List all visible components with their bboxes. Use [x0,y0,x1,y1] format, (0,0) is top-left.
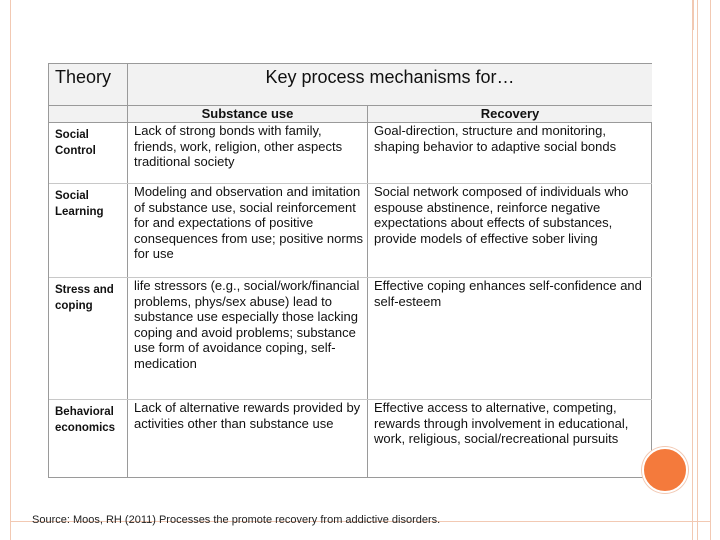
theory-name: Behavioral economics [55,406,116,434]
theory-name: Social Control [55,129,96,157]
slide-frame-right [710,0,711,540]
slide-frame-top [10,0,694,30]
substance-use-header: Substance use [201,106,294,121]
substance-use-text: Lack of strong bonds with family, friends, work, religion, other aspects traditional society [134,123,343,169]
decorative-circle [642,447,688,493]
recovery-header: Recovery [480,106,540,121]
recovery-text: Effective coping enhances self-confidence and self-esteem [374,278,642,309]
theory-name: Social Learning [55,190,104,218]
table-row [49,278,652,400]
slide-frame-right [697,0,698,540]
slide-frame-right [692,0,693,540]
table-row [49,123,652,184]
source-citation: Source: Moos, RH (2011) Processes the promote recovery from addictive disorders. [32,514,441,526]
substance-use-text: life stressors (e.g., social/work/financial problems, phys/sex abuse) lead to substance use especially those lacking coping and avoid problems; substance use form of avoidance coping, self-medication [134,278,360,371]
recovery-text: Social network composed of individuals who espouse abstinence, reinforce negative expectations about effects of substances, provide models of effective sober living [374,184,629,246]
table-subheader-row [49,106,652,123]
table-header-row [49,64,652,106]
empty-subheader-cell [49,106,128,122]
key-mechanisms-header: Key process mechanisms for… [265,67,515,87]
key-header-cell [128,64,652,105]
theory-mechanisms-table [48,63,652,478]
slide-frame-left [10,0,11,540]
table-row [49,184,652,278]
table-row [49,400,652,477]
theory-name: Stress and coping [55,284,114,312]
recovery-header-cell [368,106,652,122]
substance-use-header-cell [128,106,368,122]
theory-header-cell [49,64,128,105]
recovery-text: Goal-direction, structure and monitoring, shaping behavior to adaptive social bonds [374,123,617,154]
substance-use-text: Lack of alternative rewards provided by activities other than substance use [134,400,361,431]
theory-header: Theory [55,67,112,87]
recovery-text: Effective access to alternative, competing, rewards through involvement in educational, work, religious, social/recreational pursuits [374,400,629,446]
substance-use-text: Modeling and observation and imitation of substance use, social reinforcement for and expectations of positive consequences from use; positive norms for use [134,184,364,261]
